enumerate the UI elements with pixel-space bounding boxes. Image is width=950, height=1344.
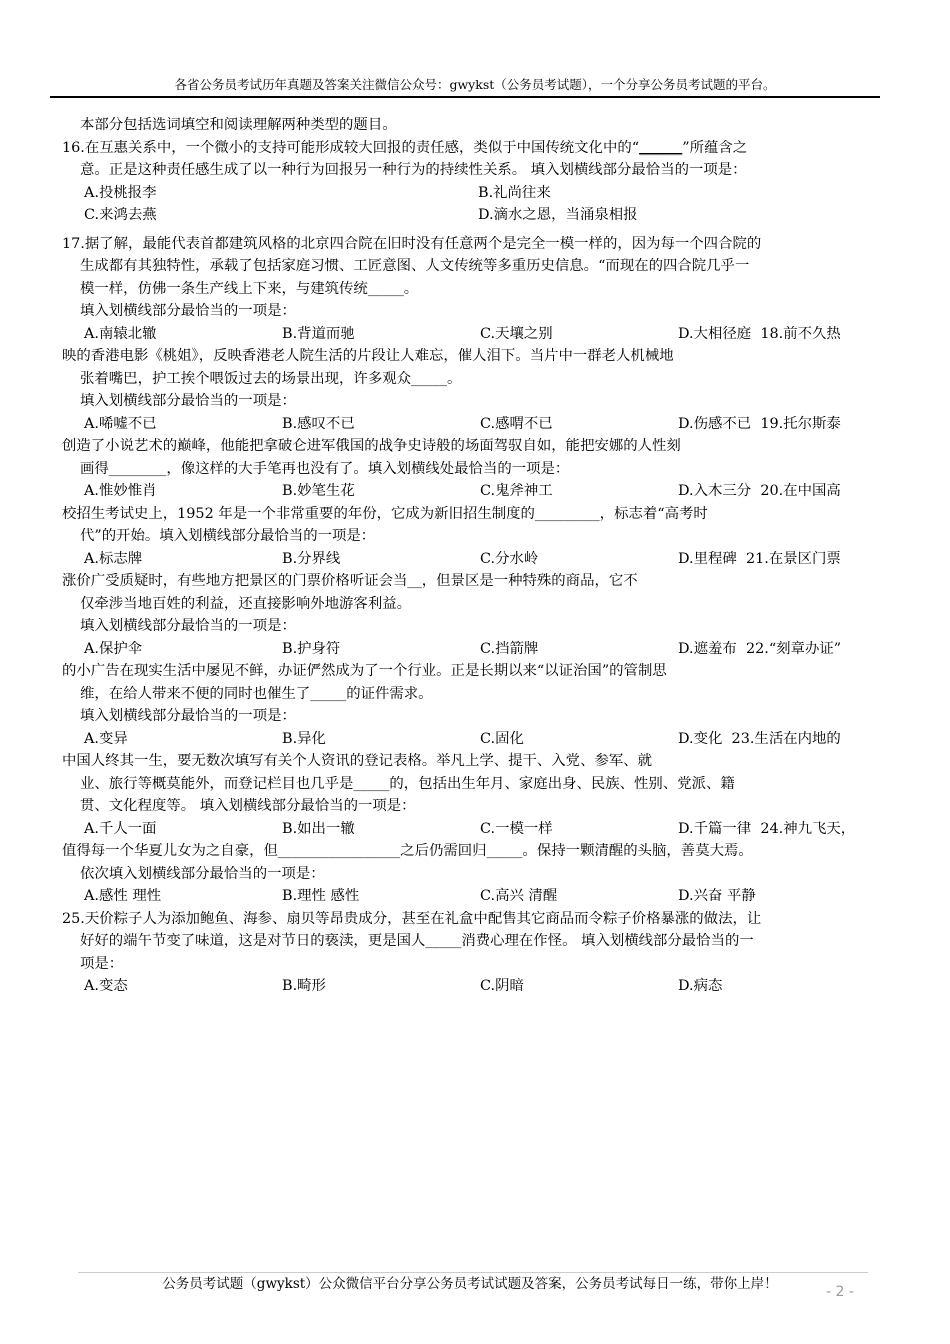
option-a: A.变异 (84, 730, 128, 747)
question-25-line-2: 好好的端午节变了味道，这是对节日的亵渎，更是国人_____消费心理在作怪。 填入划横线部分最恰当的一 (80, 933, 754, 949)
option-a: A.唏嘘不已 (84, 415, 157, 432)
question-23-line-2: 业、旅行等概莫能外，而登记栏目也几乎是_____的，包括出生年月、家庭出身、民族、性别、党派、籍 (80, 775, 735, 792)
question-25-options (62, 975, 872, 998)
question-17-line-2: 生成都有其独特性，承载了包括家庭习惯、工匠意图、人文传统等多重历史信息。“而现在的四合院几乎一 (80, 258, 750, 274)
header-divider (50, 96, 880, 98)
question-16-options-ab (62, 182, 872, 205)
option-b: B.背道而驰 (282, 325, 355, 342)
option-d: D.千篇一律 24.神九飞天， (678, 818, 855, 841)
question-21-line-1: 涨价广受质疑时，有些地方把景区的门票价格听证会当__，但景区是一种特殊的商品，它不 (62, 573, 638, 589)
question-22-start: 22.“刻章办证” (745, 640, 842, 657)
question-25-line-1: 25.天价粽子人为添加鲍鱼、海参、扇贝等昂贵成分，甚至在礼盒中配售其它商品而令粽子价格暴涨的做法，让 (62, 910, 762, 927)
option-c: C.阴暗 (480, 978, 524, 994)
option-a: A.投桃报李 (84, 184, 157, 201)
option-d: D.遮羞布 22.“刻章办证” (678, 638, 841, 661)
option-d: D.大相径庭 18.前不久热 (678, 323, 841, 346)
question-22-line-3: 填入划横线部分最恰当的一项是： (80, 708, 296, 724)
option-c: C.固化 (480, 730, 524, 747)
option-b: B.分界线 (282, 550, 341, 567)
question-22-options (62, 728, 872, 751)
option-d: D.兴奋 平静 (678, 888, 756, 904)
question-16-line-1: 16.在互惠关系中，一个微小的支持可能形成较大回报的责任感，类似于中国传统文化中的“______”所蕴含之 (62, 139, 748, 156)
question-22-line-2: 维，在给人带来不便的同时也催生了_____的证件需求。 (80, 685, 433, 702)
question-20-options (62, 548, 872, 571)
option-c: C.一模一样 (480, 820, 553, 837)
option-b: B.畸形 (282, 978, 326, 994)
option-c: C.感喟不已 (480, 415, 553, 432)
option-b: B.如出一辙 (282, 820, 355, 837)
option-c: C.来鸿去燕 (84, 207, 157, 223)
question-18-line-3: 填入划横线部分最恰当的一项是： (80, 393, 296, 409)
option-c: C.挡箭牌 (480, 640, 539, 657)
question-20-line-2: 代”的开始。填入划横线部分最恰当的一项是： (80, 528, 376, 544)
question-20-line-1: 校招生考试史上，1952 年是一个非常重要的年份，它成为新旧招生制度的_________，标志着“高考时 (62, 505, 708, 522)
option-d: D.伤感不已 19.托尔斯泰 (678, 413, 841, 436)
question-24-line-1: 值得每一个华夏儿女为之自豪，但_________________之后仍需回归_____。保持一颗清醒的头脑，善莫大焉。 (62, 843, 753, 859)
option-b: B.感叹不已 (282, 415, 355, 432)
question-18-options (62, 413, 872, 436)
question-18-line-1: 映的香港电影《桃姐》，反映香港老人院生活的片段让人难忘，催人泪下。当片中一群老人机械地 (62, 348, 674, 364)
option-d: D.病态 (678, 978, 723, 994)
option-a: A.保护伞 (84, 640, 143, 657)
question-23-options (62, 818, 872, 841)
document-body (62, 114, 872, 998)
option-c: C.分水岭 (480, 550, 539, 567)
option-d: D.入木三分 20.在中国高 (678, 480, 841, 503)
question-19-options (62, 480, 872, 503)
question-17-line-1: 17.据了解，最能代表首都建筑风格的北京四合院在旧时没有任意两个是完全一模一样的，因为每一个四合院的 (62, 235, 762, 252)
option-b: B.护身符 (282, 640, 341, 657)
option-a: A.变态 (84, 978, 128, 994)
page-number: - 2 - (826, 1284, 854, 1300)
question-17-line-3: 模一样，仿佛一条生产线上下来，与建筑传统_____。 (80, 280, 419, 297)
page-footer: 公务员考试题（gwykst）公众微信平台分享公务员考试试题及答案，公务员考试每日一练，带你上岸！ (162, 1276, 778, 1292)
question-21-line-3: 填入划横线部分最恰当的一项是： (80, 618, 296, 634)
question-17-line-4: 填入划横线部分最恰当的一项是： (80, 303, 296, 319)
question-19-line-2: 画得________，像这样的大手笔再也没有了。填入划横线处最恰当的一项是： (80, 460, 570, 477)
option-a: A.感性 理性 (84, 888, 162, 904)
option-c: C.高兴 清醒 (480, 888, 558, 904)
question-16-options-cd (62, 204, 872, 227)
question-25-line-3: 项是： (80, 955, 124, 972)
question-20-start: 20.在中国高 (760, 483, 841, 499)
question-21-start: 21.在景区门票 (745, 550, 841, 567)
question-23-start: 23.生活在内地的 (731, 730, 841, 747)
question-18-start: 18.前不久热 (760, 325, 841, 342)
option-a: A.南辕北辙 (84, 325, 157, 342)
option-c: C.鬼斧神工 (480, 483, 553, 499)
option-a: A.标志牌 (84, 550, 143, 567)
question-23-line-1: 中国人终其一生，要无数次填写有关个人资讯的登记表格。举凡上学、提干、入党、参军、就 (62, 753, 653, 769)
question-22-line-1: 的小广告在现实生活中屡见不鲜，办证俨然成为了一个行业。正是长期以来“以证治国”的管制思 (62, 663, 667, 679)
question-21-line-2: 仅牵涉当地百姓的利益，还直接影响外地游客利益。 (80, 595, 411, 612)
question-17-options (62, 323, 872, 346)
question-18-line-2: 张着嘴巴，护工挨个喂饭过去的场景出现，许多观众_____。 (80, 370, 462, 387)
option-a: A.惟妙惟肖 (84, 483, 157, 499)
page-header: 各省公务员考试历年真题及答案关注微信公众号：gwykst（公务员考试题），一个分享公务员考试题的平台。 (174, 77, 776, 92)
option-a: A.千人一面 (84, 820, 157, 837)
option-c: C.天壤之别 (480, 325, 553, 342)
question-16-line-2: 意。正是这种责任感生成了以一种行为回报另一种行为的持续性关系。 填入划横线部分最恰当的一项是： (80, 162, 747, 178)
question-19-start: 19.托尔斯泰 (760, 415, 841, 432)
question-24-line-2: 依次填入划横线部分最恰当的一项是： (80, 865, 325, 882)
option-b: B.妙笔生花 (282, 483, 355, 499)
option-b: B.异化 (282, 730, 326, 747)
option-d: D.滴水之恩，当涌泉相报 (478, 207, 638, 223)
option-d: D.里程碑 21.在景区门票 (678, 548, 841, 571)
option-b: B.理性 感性 (282, 888, 360, 904)
section-intro: 本部分包括选词填空和阅读理解两种类型的题目。 (80, 117, 397, 133)
question-19-line-1: 创造了小说艺术的巅峰，他能把拿破仑进军俄国的战争史诗般的场面驾驭自如，能把安娜的人性刻 (62, 438, 681, 454)
question-24-start: 24.神九飞天， (760, 820, 856, 837)
option-b: B.礼尚往来 (478, 184, 551, 201)
answer-blank: ______ (639, 139, 683, 156)
question-21-options (62, 638, 872, 661)
question-23-line-3: 贯、文化程度等。 填入划横线部分最恰当的一项是： (80, 798, 416, 814)
question-24-options (62, 885, 872, 908)
footer-divider (78, 1272, 868, 1273)
option-d: D.变化 23.生活在内地的 (678, 728, 841, 751)
